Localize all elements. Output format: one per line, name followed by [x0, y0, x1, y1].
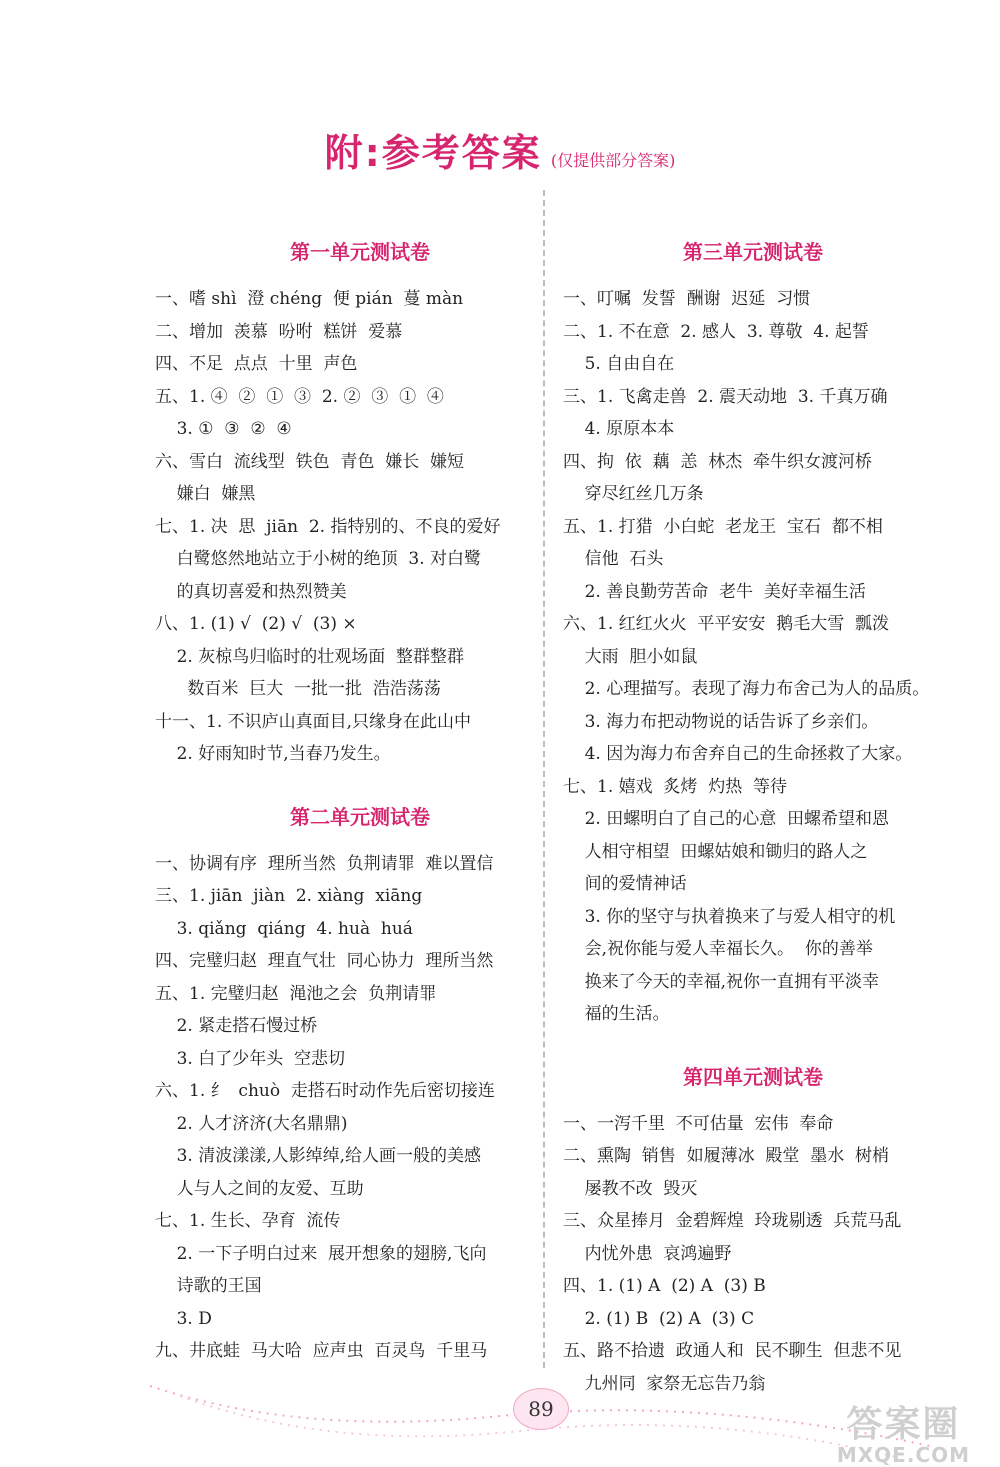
answer-line: 五、1. 完璧归赵 渑池之会 负荆请罪: [155, 983, 437, 1004]
answer-line: 九州同 家祭无忘告乃翁: [563, 1373, 766, 1394]
answer-line: 3. 白了少年头 空悲切: [155, 1048, 346, 1069]
page-number: 89: [513, 1388, 569, 1430]
answer-line: 二、增加 羡慕 吩咐 糕饼 爱慕: [155, 321, 403, 342]
answer-line: 一、协调有序 理所当然 负荆请罪 难以置信: [155, 853, 494, 874]
answer-line: 一、嗜 shì 澄 chéng 便 pián 蔓 màn: [155, 289, 464, 309]
left-column: [155, 230, 565, 1368]
section-gap: [563, 1031, 943, 1055]
answer-line: 二、1. 不在意 2. 感人 3. 尊敬 4. 起誓: [563, 321, 869, 342]
answer-line: 五、路不拾遗 政通人和 民不聊生 但悲不见: [563, 1341, 902, 1361]
answer-line: 3. 你的坚守与执着换来了与爱人相守的机: [563, 906, 896, 927]
answer-line: 白鹭悠然地站立于小树的绝顶 3. 对白鹭: [155, 549, 482, 569]
answer-line: 四、不足 点点 十里 声色: [155, 354, 358, 374]
answer-line: 2. 心理描写。表现了海力布舍己为人的品质。: [563, 679, 930, 699]
watermark: [837, 1396, 970, 1467]
answer-line: 4. 因为海力布舍弃自己的生命拯救了大家。: [563, 744, 913, 764]
answer-line: 信他 石头: [563, 549, 664, 569]
answer-line: 五、1. ④ ② ① ③ 2. ② ③ ① ④: [155, 386, 444, 407]
answer-line: 穿尽红丝几万条: [563, 484, 704, 504]
answer-line: 四、1. (1) A (2) A (3) B: [563, 1276, 766, 1296]
page-header: [0, 122, 1000, 177]
answer-line: 的真切喜爱和热烈赞美: [155, 581, 347, 602]
right-column: [563, 230, 943, 1400]
answer-line: 十一、1. 不识庐山真面目,只缘身在此山中: [155, 711, 472, 732]
answer-line: 会,祝你能与爱人幸福长久。 你的善举: [563, 939, 873, 959]
section-gap: [155, 771, 565, 795]
answer-line: 2. 一下子明白过来 展开想象的翅膀,飞向: [155, 1243, 487, 1264]
page-title: 附:参考答案: [324, 131, 542, 175]
answer-line: 七、1. 生长、孕育 流传: [155, 1211, 341, 1231]
answer-line: 七、1. 决 思 jiān 2. 指特别的、不良的爱好: [155, 516, 501, 537]
answer-line: 3. D: [155, 1308, 212, 1329]
answer-line: 三、1. jiān jiàn 2. xiàng xiāng: [155, 886, 423, 906]
page-footer: [0, 1376, 1000, 1467]
answer-line: 六、1. 红红火火 平平安安 鹅毛大雪 瓢泼: [563, 614, 890, 634]
section-title: 第四单元测试卷: [683, 1064, 823, 1089]
answer-line: 七、1. 嬉戏 炙烤 灼热 等待: [563, 776, 788, 797]
answer-line: 三、众星捧月 金碧辉煌 玲珑剔透 兵荒马乱: [563, 1211, 902, 1231]
answer-line: 诗歌的王国: [155, 1276, 262, 1296]
answer-line: 一、叮嘱 发誓 酬谢 迟延 习惯: [563, 289, 811, 309]
answer-line: 2. 紧走搭石慢过桥: [155, 1016, 318, 1036]
section-title: 第三单元测试卷: [683, 240, 823, 264]
answer-line: 数百米 巨大 一批一批 浩浩荡荡: [155, 679, 441, 699]
answer-line: 3. 清波漾漾,人影绰绰,给人画一般的美感: [155, 1146, 482, 1166]
answer-line: 3. ① ③ ② ④: [155, 419, 292, 439]
section-title: 第二单元测试卷: [290, 804, 430, 829]
answer-line: 人相守相望 田螺姑娘和锄归的路人之: [563, 841, 868, 862]
answer-line: 3. 海力布把动物说的话告诉了乡亲们。: [563, 711, 879, 732]
answer-line: 间的爱情神话: [563, 874, 687, 894]
answer-line: 福的生活。: [563, 1004, 670, 1024]
answer-line: 2. 好雨知时节,当春乃发生。: [155, 744, 391, 764]
answer-line: 二、熏陶 销售 如履薄冰 殿堂 墨水 树梢: [563, 1146, 890, 1166]
watermark-title: 答案圈: [846, 1404, 961, 1445]
answer-line: 一、一泻千里 不可估量 宏伟 奉命: [563, 1113, 834, 1134]
answer-line: 三、1. 飞禽走兽 2. 震天动地 3. 千真万确: [563, 386, 888, 407]
answer-line: 六、雪白 流线型 铁色 青色 嫌长 嫌短: [155, 451, 465, 472]
answer-line: 2. 田螺明白了自己的心意 田螺希望和恩: [563, 809, 890, 829]
section-title: 第一单元测试卷: [290, 240, 430, 264]
answer-line: 六、1. 纟 chuò 走搭石时动作先后密切接连: [155, 1081, 495, 1101]
answer-line: 4. 原原本本: [563, 419, 675, 439]
answer-line: 2. (1) B (2) A (3) C: [563, 1308, 755, 1329]
answer-line: 人与人之间的友爱、互助: [155, 1178, 364, 1199]
answer-line: 2. 灰椋鸟归临时的壮观场面 整群整群: [155, 646, 465, 667]
page-subtitle: (仅提供部分答案): [550, 151, 676, 170]
answer-line: 五、1. 打猎 小白蛇 老龙王 宝石 都不相: [563, 516, 883, 537]
answer-line: 2. 善良勤劳苦命 老牛 美好幸福生活: [563, 581, 866, 602]
answer-line: 八、1. (1) √ (2) √ (3) ×: [155, 614, 357, 634]
answer-line: 3. qiǎng qiáng 4. huà huá: [155, 918, 413, 939]
answer-line: 换来了今天的幸福,祝你一直拥有平淡幸: [563, 971, 880, 992]
watermark-url: MXQE.COM: [836, 1443, 970, 1467]
answer-line: 九、井底蛙 马大哈 应声虫 百灵鸟 千里马: [155, 1341, 488, 1361]
answer-line: 大雨 胆小如鼠: [563, 646, 698, 667]
answer-line: 屡教不改 毁灭: [563, 1178, 698, 1199]
answer-line: 内忧外患 哀鸿遍野: [563, 1243, 732, 1264]
answer-line: 2. 人才济济(大名鼎鼎): [155, 1113, 348, 1134]
answer-line: 5. 自由自在: [563, 354, 675, 374]
answer-line: 嫌白 嫌黑: [155, 484, 256, 504]
answer-line: 四、拘 依 藕 恙 林杰 牵牛织女渡河桥: [563, 451, 873, 472]
answer-line: 四、完璧归赵 理直气壮 同心协力 理所当然: [155, 951, 494, 971]
